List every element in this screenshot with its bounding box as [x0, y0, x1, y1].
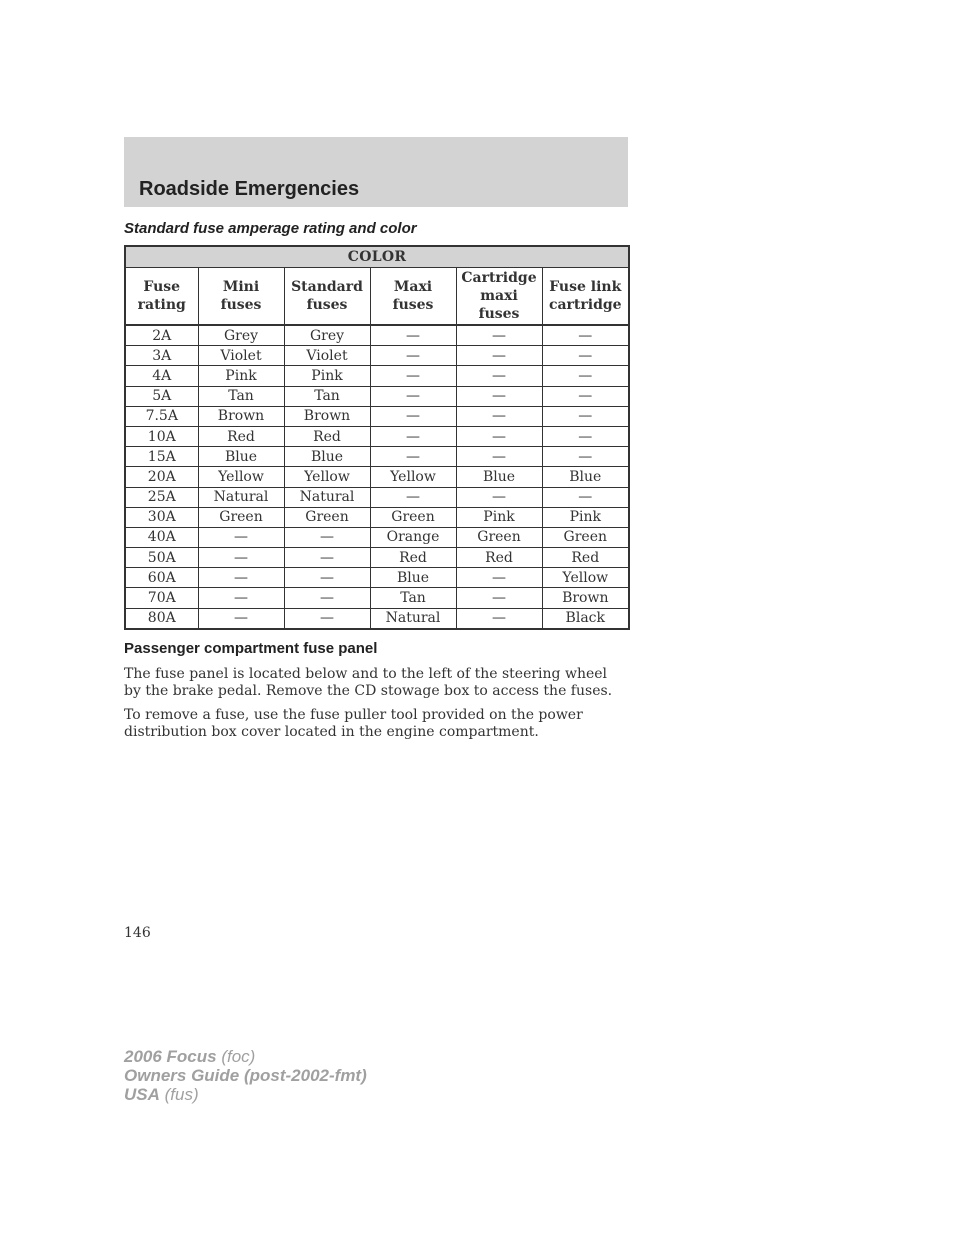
- fuse-color-cell: —: [198, 568, 284, 588]
- paragraph-fuse-removal: To remove a fuse, use the fuse puller tool provided on the power distribution box cover located in the engine compartment.: [124, 707, 583, 740]
- table-row: [125, 568, 629, 588]
- column-header-line: rating: [137, 297, 186, 313]
- table-row: [125, 406, 629, 426]
- fuse-color-cell: —: [370, 487, 456, 507]
- fuse-color-cell: —: [456, 406, 542, 426]
- page-number: 146: [124, 925, 151, 941]
- fuse-color-cell: —: [198, 527, 284, 547]
- fuse-color-cell: Grey: [198, 325, 284, 346]
- column-header-line: cartridge: [548, 297, 622, 313]
- fuse-color-cell: Blue: [370, 568, 456, 588]
- fuse-color-cell: —: [284, 527, 370, 547]
- footer-line-model: [124, 1047, 367, 1066]
- section-heading: Passenger compartment fuse panel: [124, 640, 378, 657]
- fuse-color-cell: —: [370, 386, 456, 406]
- fuse-color-cell: Natural: [370, 608, 456, 629]
- fuse-color-cell: Tan: [370, 588, 456, 608]
- table-title: Standard fuse amperage rating and color: [124, 220, 417, 237]
- fuse-color-cell: Natural: [284, 487, 370, 507]
- column-header-line: Maxi: [393, 279, 433, 295]
- fuse-color-cell: —: [542, 487, 629, 507]
- fuse-color-cell: —: [284, 588, 370, 608]
- footer-line-market: [124, 1085, 367, 1104]
- fuse-color-cell: —: [456, 386, 542, 406]
- table-row: [125, 507, 629, 527]
- fuse-color-cell: —: [542, 386, 629, 406]
- table-row: [125, 527, 629, 547]
- fuse-rating-cell: 40A: [125, 527, 198, 547]
- column-header-line: Fuse link: [549, 279, 622, 295]
- footer-market-code: (fus): [164, 1085, 199, 1104]
- fuse-color-cell: Brown: [198, 406, 284, 426]
- column-header: [198, 268, 284, 326]
- fuse-color-cell: —: [456, 568, 542, 588]
- fuse-color-cell: —: [456, 588, 542, 608]
- column-header-line: Mini: [222, 279, 260, 295]
- table-row: [125, 386, 629, 406]
- fuse-rating-cell: 3A: [125, 346, 198, 366]
- fuse-rating-cell: 15A: [125, 447, 198, 467]
- fuse-color-cell: —: [198, 588, 284, 608]
- fuse-color-cell: —: [198, 548, 284, 568]
- table-row: [125, 447, 629, 467]
- table-row: [125, 426, 629, 446]
- fuse-color-cell: Yellow: [370, 467, 456, 487]
- fuse-color-cell: Pink: [198, 366, 284, 386]
- paragraph-fuse-panel-location: The fuse panel is located below and to the left of the steering wheel by the brake pedal. Remove the CD stowage box to access the fuses.: [124, 666, 613, 699]
- fuse-color-cell: Red: [456, 548, 542, 568]
- column-header-line: Standard: [291, 279, 363, 295]
- table-row: [125, 467, 629, 487]
- fuse-color-cell: Black: [542, 608, 629, 629]
- fuse-color-cell: Brown: [542, 588, 629, 608]
- footer-guide: Owners Guide (post-2002-fmt): [124, 1066, 367, 1085]
- fuse-color-cell: Blue: [542, 467, 629, 487]
- fuse-color-cell: —: [370, 447, 456, 467]
- column-header-line: fuses: [306, 297, 348, 313]
- fuse-color-cell: Yellow: [542, 568, 629, 588]
- fuse-color-table: [124, 245, 630, 630]
- fuse-color-cell: —: [542, 426, 629, 446]
- column-header: [456, 268, 542, 326]
- fuse-color-cell: —: [456, 608, 542, 629]
- footer-model: 2006 Focus: [124, 1047, 217, 1066]
- table-row: [125, 366, 629, 386]
- fuse-rating-cell: 80A: [125, 608, 198, 629]
- fuse-color-cell: Pink: [284, 366, 370, 386]
- fuse-color-cell: Blue: [284, 447, 370, 467]
- footer-line-guide: [124, 1066, 367, 1085]
- fuse-color-cell: Green: [456, 527, 542, 547]
- fuse-color-cell: —: [284, 608, 370, 629]
- fuse-rating-cell: 5A: [125, 386, 198, 406]
- fuse-color-cell: Green: [198, 507, 284, 527]
- fuse-color-cell: —: [542, 366, 629, 386]
- fuse-color-cell: Green: [542, 527, 629, 547]
- fuse-rating-cell: 70A: [125, 588, 198, 608]
- color-group-header: COLOR: [125, 246, 629, 268]
- fuse-color-cell: Grey: [284, 325, 370, 346]
- fuse-color-cell: —: [542, 346, 629, 366]
- table-row: [125, 588, 629, 608]
- column-header-line: fuses: [220, 297, 262, 313]
- section-title: Roadside Emergencies: [139, 178, 360, 200]
- table-row: [125, 487, 629, 507]
- column-header: [284, 268, 370, 326]
- table-row: [125, 325, 629, 346]
- fuse-color-cell: —: [542, 447, 629, 467]
- footer-market: USA: [124, 1085, 160, 1104]
- fuse-color-cell: Red: [542, 548, 629, 568]
- fuse-color-cell: —: [370, 406, 456, 426]
- fuse-rating-cell: 50A: [125, 548, 198, 568]
- fuse-color-cell: Green: [370, 507, 456, 527]
- fuse-color-cell: Orange: [370, 527, 456, 547]
- column-header-line: Fuse: [143, 279, 181, 295]
- column-header-line: Cartridge: [461, 270, 537, 286]
- fuse-color-cell: —: [198, 608, 284, 629]
- fuse-color-cell: Green: [284, 507, 370, 527]
- fuse-color-cell: —: [370, 346, 456, 366]
- fuse-rating-cell: 10A: [125, 426, 198, 446]
- section-header-band: [124, 137, 628, 207]
- fuse-color-cell: —: [456, 366, 542, 386]
- fuse-color-cell: Blue: [456, 467, 542, 487]
- fuse-color-cell: Red: [284, 426, 370, 446]
- fuse-color-cell: —: [456, 346, 542, 366]
- table-row: [125, 548, 629, 568]
- column-header-line: fuses: [392, 297, 434, 313]
- column-header: [542, 268, 629, 326]
- fuse-color-cell: —: [370, 426, 456, 446]
- fuse-color-cell: Violet: [284, 346, 370, 366]
- column-header-line: fuses: [478, 306, 520, 322]
- footer-model-code: (foc): [221, 1047, 256, 1066]
- fuse-color-cell: Pink: [456, 507, 542, 527]
- table-body: [125, 325, 629, 629]
- fuse-color-cell: Pink: [542, 507, 629, 527]
- fuse-rating-cell: 30A: [125, 507, 198, 527]
- fuse-color-cell: —: [456, 325, 542, 346]
- fuse-rating-cell: 7.5A: [125, 406, 198, 426]
- fuse-color-cell: —: [370, 325, 456, 346]
- fuse-color-cell: Yellow: [198, 467, 284, 487]
- fuse-rating-cell: 60A: [125, 568, 198, 588]
- fuse-color-cell: Brown: [284, 406, 370, 426]
- fuse-color-cell: Yellow: [284, 467, 370, 487]
- fuse-color-cell: —: [456, 447, 542, 467]
- column-header: [370, 268, 456, 326]
- fuse-rating-cell: 4A: [125, 366, 198, 386]
- column-header: [125, 268, 198, 326]
- fuse-color-cell: Red: [370, 548, 456, 568]
- fuse-color-cell: Tan: [284, 386, 370, 406]
- fuse-color-cell: Tan: [198, 386, 284, 406]
- fuse-color-cell: —: [542, 406, 629, 426]
- table-row: [125, 346, 629, 366]
- fuse-color-cell: —: [370, 366, 456, 386]
- fuse-rating-cell: 25A: [125, 487, 198, 507]
- fuse-color-cell: —: [456, 426, 542, 446]
- fuse-rating-cell: 2A: [125, 325, 198, 346]
- fuse-color-cell: —: [456, 487, 542, 507]
- fuse-color-cell: Natural: [198, 487, 284, 507]
- table-row: [125, 608, 629, 629]
- fuse-color-cell: Blue: [198, 447, 284, 467]
- fuse-color-cell: Red: [198, 426, 284, 446]
- fuse-color-cell: —: [284, 548, 370, 568]
- fuse-color-cell: —: [284, 568, 370, 588]
- fuse-rating-cell: 20A: [125, 467, 198, 487]
- fuse-color-cell: Violet: [198, 346, 284, 366]
- column-header-row: [125, 268, 629, 326]
- document-footer: [124, 1047, 367, 1104]
- column-header-line: maxi: [480, 288, 518, 304]
- fuse-color-cell: —: [542, 325, 629, 346]
